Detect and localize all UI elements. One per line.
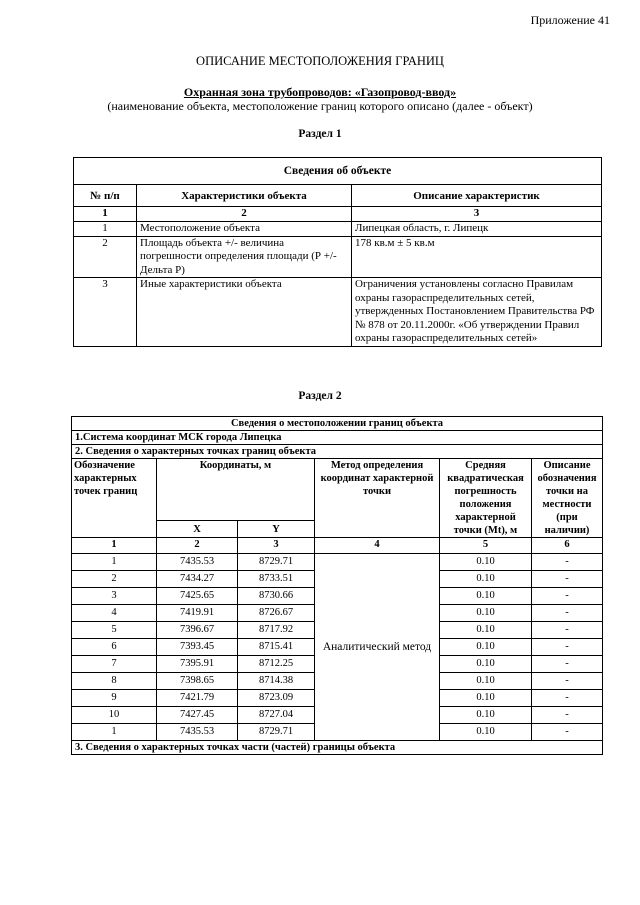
point-y: 8726.67 xyxy=(238,605,315,622)
point-id: 9 xyxy=(72,690,157,707)
point-x: 7398.65 xyxy=(157,673,238,690)
table-row xyxy=(74,236,602,278)
point-y: 8729.71 xyxy=(238,724,315,741)
row-description: Ограничения установлены согласно Правилам охраны газораспределительных сетей, утвержденных Постановлением Правительства РФ № 878 от 20.11.2000г. «Об утверждении Правил охраны газораспределительных сетей» xyxy=(352,278,602,347)
point-error: 0.10 xyxy=(440,571,532,588)
col-characteristic: Характеристики объекта xyxy=(137,185,352,207)
point-description: - xyxy=(532,690,603,707)
point-description: - xyxy=(532,724,603,741)
object-name-text: Охранная зона трубопроводов: «Газопровод-ввод» xyxy=(183,85,457,99)
col-index: 6 xyxy=(532,538,603,554)
point-description: - xyxy=(532,588,603,605)
object-info-rows xyxy=(74,222,602,347)
table-row xyxy=(72,554,603,571)
col-index: 3 xyxy=(238,538,315,554)
appendix-label: Приложение 41 xyxy=(530,13,610,27)
boundary-table xyxy=(71,416,603,755)
col-index: 2 xyxy=(137,207,352,222)
point-id: 8 xyxy=(72,673,157,690)
object-name-caption: (наименование объекта, местоположение границ которого описано (далее - объект) xyxy=(107,99,533,113)
point-y: 8729.71 xyxy=(238,554,315,571)
row-description: 178 кв.м ± 5 кв.м xyxy=(352,236,602,278)
col-point: Обозначение характерных точек границ xyxy=(72,459,157,538)
col-index: 3 xyxy=(352,207,602,222)
col-index: 1 xyxy=(74,207,137,222)
col-index: 5 xyxy=(440,538,532,554)
point-x: 7434.27 xyxy=(157,571,238,588)
point-x: 7395.91 xyxy=(157,656,238,673)
row-characteristic: Площадь объекта +/- величина погрешности определения площади (Р +/- Дельта Р) xyxy=(137,236,352,278)
point-error: 0.10 xyxy=(440,707,532,724)
col-method: Метод определения координат характерной точки xyxy=(315,459,440,538)
point-description: - xyxy=(532,656,603,673)
point-error: 0.10 xyxy=(440,622,532,639)
col-error: Средняя квадратическая погрешность положения характерной точки (Mt), м xyxy=(440,459,532,538)
point-id: 6 xyxy=(72,639,157,656)
points-title: 2. Сведения о характерных точках границ объекта xyxy=(72,445,603,459)
point-y: 8712.25 xyxy=(238,656,315,673)
row-number: 2 xyxy=(74,236,137,278)
col-coords: Координаты, м xyxy=(157,459,315,521)
point-error: 0.10 xyxy=(440,673,532,690)
table-row xyxy=(74,222,602,237)
row-description: Липецкая область, г. Липецк xyxy=(352,222,602,237)
boundary-caption: Сведения о местоположении границ объекта xyxy=(72,417,603,431)
section1-heading: Раздел 1 xyxy=(298,128,342,140)
col-description: Описание характеристик xyxy=(352,185,602,207)
method-cell: Аналитический метод xyxy=(315,554,440,741)
point-description: - xyxy=(532,554,603,571)
row-characteristic: Местоположение объекта xyxy=(137,222,352,237)
point-error: 0.10 xyxy=(440,724,532,741)
point-error: 0.10 xyxy=(440,554,532,571)
point-id: 1 xyxy=(72,554,157,571)
point-description: - xyxy=(532,639,603,656)
part-points-title: 3. Сведения о характерных точках части (частей) границы объекта xyxy=(72,741,603,755)
point-y: 8714.38 xyxy=(238,673,315,690)
point-description: - xyxy=(532,605,603,622)
point-y: 8717.92 xyxy=(238,622,315,639)
point-id: 3 xyxy=(72,588,157,605)
point-y: 8715.41 xyxy=(238,639,315,656)
point-x: 7435.53 xyxy=(157,724,238,741)
point-id: 7 xyxy=(72,656,157,673)
object-info-table xyxy=(73,157,602,347)
point-x: 7396.67 xyxy=(157,622,238,639)
object-name xyxy=(0,85,640,100)
col-y: Y xyxy=(238,521,315,538)
coordinate-system: 1.Система координат МСК города Липецка xyxy=(72,431,603,445)
row-number: 3 xyxy=(74,278,137,347)
point-description: - xyxy=(532,673,603,690)
col-x: X xyxy=(157,521,238,538)
point-error: 0.10 xyxy=(440,656,532,673)
row-number: 1 xyxy=(74,222,137,237)
point-id: 1 xyxy=(72,724,157,741)
col-index: 2 xyxy=(157,538,238,554)
table-row xyxy=(74,278,602,347)
point-y: 8733.51 xyxy=(238,571,315,588)
point-description: - xyxy=(532,622,603,639)
point-error: 0.10 xyxy=(440,690,532,707)
point-x: 7421.79 xyxy=(157,690,238,707)
point-description: - xyxy=(532,707,603,724)
point-description: - xyxy=(532,571,603,588)
point-y: 8723.09 xyxy=(238,690,315,707)
object-info-caption: Сведения об объекте xyxy=(74,158,602,185)
point-x: 7393.45 xyxy=(157,639,238,656)
point-y: 8730.66 xyxy=(238,588,315,605)
point-y: 8727.04 xyxy=(238,707,315,724)
col-desc: Описание обозначения точки на местности (при наличии) xyxy=(532,459,603,538)
point-x: 7419.91 xyxy=(157,605,238,622)
col-index: 4 xyxy=(315,538,440,554)
boundary-points xyxy=(72,554,603,741)
col-index: 1 xyxy=(72,538,157,554)
point-id: 4 xyxy=(72,605,157,622)
col-number: № п/п xyxy=(74,185,137,207)
point-x: 7425.65 xyxy=(157,588,238,605)
point-error: 0.10 xyxy=(440,639,532,656)
section2-heading: Раздел 2 xyxy=(298,390,342,402)
point-error: 0.10 xyxy=(440,588,532,605)
point-x: 7427.45 xyxy=(157,707,238,724)
point-x: 7435.53 xyxy=(157,554,238,571)
point-id: 10 xyxy=(72,707,157,724)
row-characteristic: Иные характеристики объекта xyxy=(137,278,352,347)
point-id: 5 xyxy=(72,622,157,639)
point-error: 0.10 xyxy=(440,605,532,622)
point-id: 2 xyxy=(72,571,157,588)
document-title: ОПИСАНИЕ МЕСТОПОЛОЖЕНИЯ ГРАНИЦ xyxy=(196,54,444,68)
